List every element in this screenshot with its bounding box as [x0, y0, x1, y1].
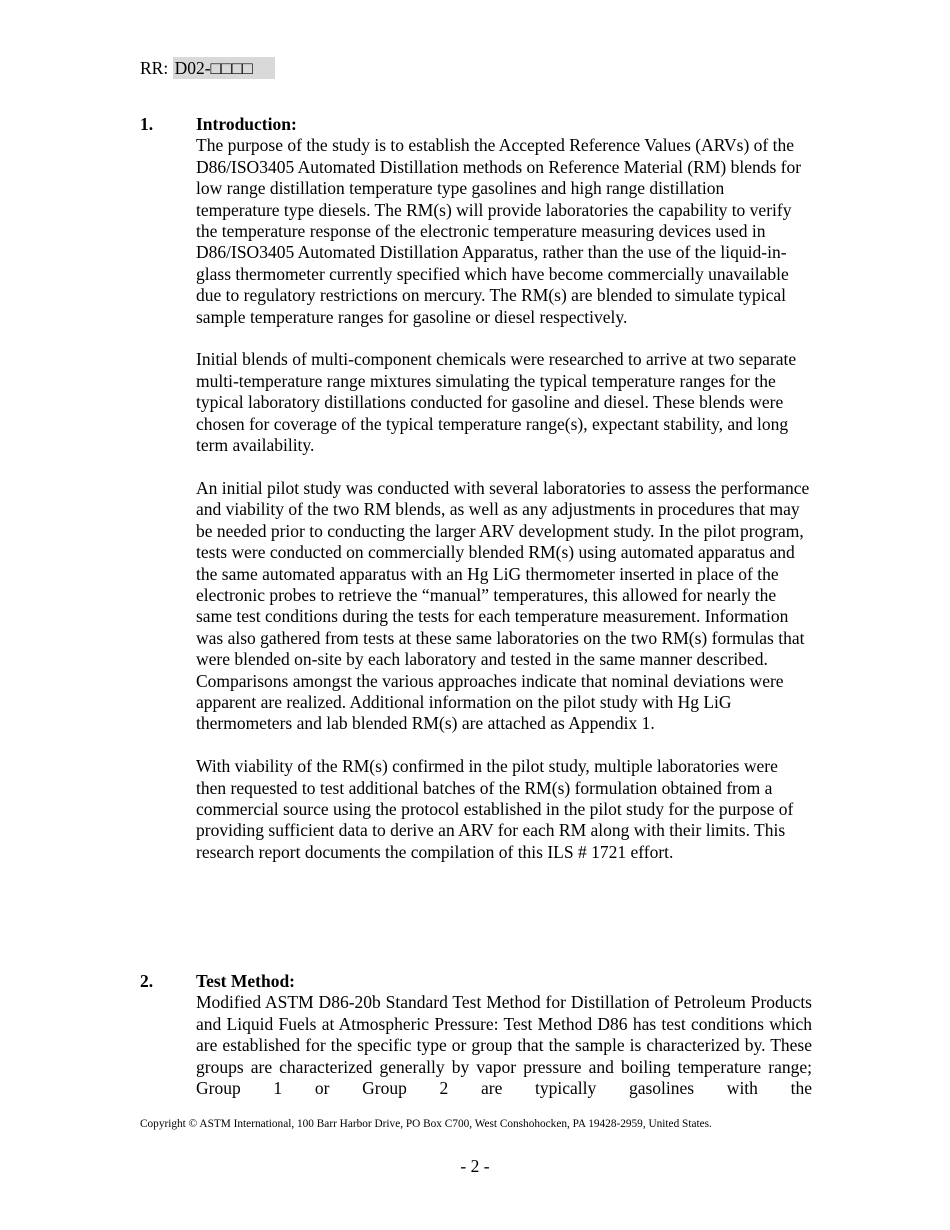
paragraph: With viability of the RM(s) confirmed in the pilot study, multiple laboratories were then requested to test additional batches of the RM(s) formulation obtained from a commercial source using the protocol established in the pilot study for the purpose of providing sufficient data to derive an ARV for each RM along with their limits. This research report documents the compilation of this ILS # 1721 effort.	[196, 756, 794, 862]
section-number: 2.	[140, 971, 154, 991]
report-number-field[interactable]: D02-□□□□	[173, 57, 275, 79]
copyright-notice: Copyright © ASTM International, 100 Barr Harbor Drive, PO Box C700, West Conshohocken, PA 19428-2959, United States.	[140, 1118, 712, 1130]
section-number: 1.	[140, 114, 154, 134]
paragraph: The purpose of the study is to establish the Accepted Reference Values (ARVs) of the D86/ISO3405 Automated Distillation methods on Reference Material (RM) blends for low range distillation temperature type gasolines and high range distillation temperature type diesels. The RM(s) will provide laboratories the capability to verify the temperature response of the electronic temperature measuring devices used in D86/ISO3405 Automated Distillation Apparatus, rather than the use of the liquid-in-glass thermometer currently specified which have become commercially unavailable due to regulatory restrictions on mercury. The RM(s) are blended to simulate typical sample temperature ranges for gasoline or diesel respectively.	[196, 135, 802, 327]
page-number: - 2 -	[460, 1156, 490, 1176]
section-test-method	[140, 971, 812, 1099]
section-title: Introduction:	[196, 114, 297, 134]
paragraph: Modified ASTM D86-20b Standard Test Method for Distillation of Petroleum Products and Liquid Fuels at Atmospheric Pressure: Test Method D86 has test conditions which are established for the specific type or group that the sample is characterized by. These groups are characterized generally by vapor pressure and boiling temperature range; Group 1 or Group 2 are typically gasolines with the	[196, 992, 812, 1099]
section-title: Test Method:	[196, 971, 296, 991]
section-introduction	[140, 114, 812, 863]
paragraph: Initial blends of multi-component chemicals were researched to arrive at two separate multi-temperature range mixtures simulating the typical temperature ranges for the typical laboratory distillations conducted for gasoline and diesel. These blends were chosen for coverage of the typical temperature range(s), expectant stability, and long term availability.	[196, 349, 797, 456]
paragraph: An initial pilot study was conducted with several laboratories to assess the performance and viability of the two RM blends, as well as any adjustments in procedures that may be needed prior to conducting the larger ARV development study. In the pilot program, tests were conducted on commercially blended RM(s) using automated apparatus and the same automated apparatus with an Hg LiG thermometer inserted in place of the electronic probes to retrieve the “manual” temperatures, this allowed for nearly the same test conditions during the tests for each temperature measurement. Information was also gathered from tests at these same laboratories on the two RM(s) formulas that were blended on-site by each laboratory and tested in the same manner described. Comparisons amongst the various approaches indicate that nominal deviations were apparent are realized. Additional information on the pilot study with Hg LiG thermometers and lab blended RM(s) are attached as Appendix 1.	[196, 477, 810, 734]
report-number-label: RR:	[140, 58, 173, 78]
report-number-header	[140, 57, 275, 79]
